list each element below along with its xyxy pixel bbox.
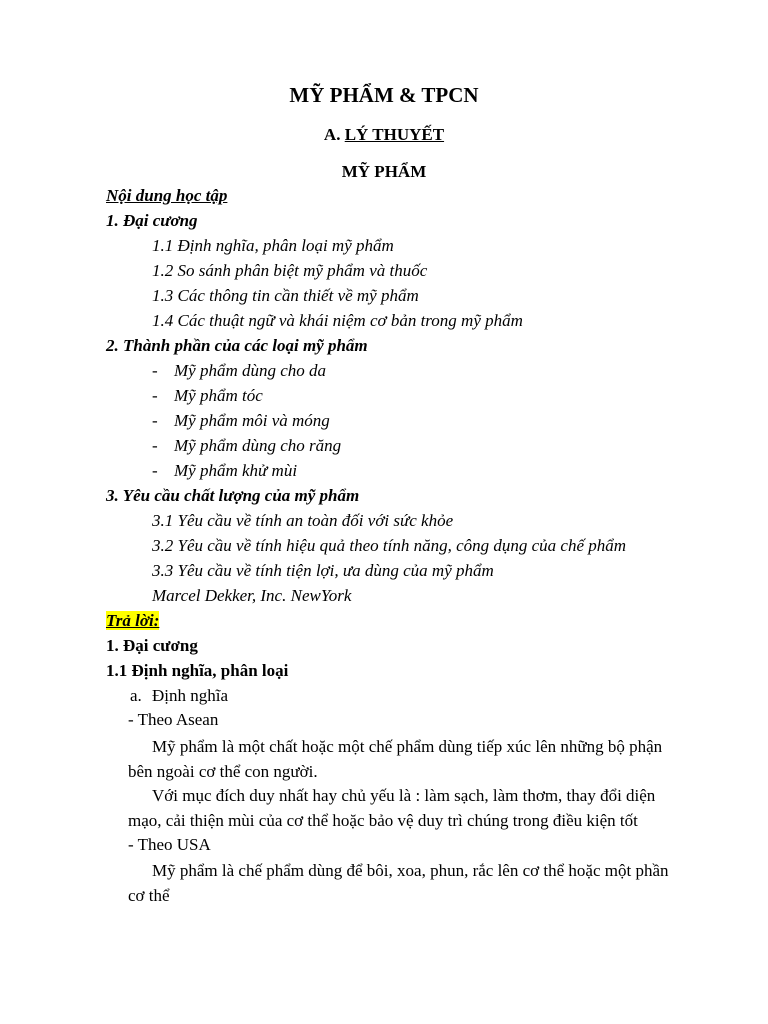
dash-bullet: - xyxy=(152,386,158,405)
item-text: Mỹ phẩm môi và móng xyxy=(174,411,330,430)
study-section-1-item: 1.1 Định nghĩa, phân loại mỹ phẩm xyxy=(152,236,394,255)
item-text: Mỹ phẩm dùng cho da xyxy=(174,361,327,380)
study-section-1-item: 1.4 Các thuật ngữ và khái niệm cơ bản trong mỹ phẩm xyxy=(152,311,523,330)
study-section-2-item xyxy=(152,411,330,431)
study-section-2-item xyxy=(152,361,326,381)
answer-label-text: Trả lời: xyxy=(106,611,160,630)
study-section-1-item: 1.3 Các thông tin cần thiết về mỹ phẩm xyxy=(152,286,419,305)
study-section-2-item xyxy=(152,436,341,456)
paragraph-line: Với mục đích duy nhất hay chủ yếu là : làm sạch, làm thơm, thay đổi diện xyxy=(152,786,656,805)
study-section-1-title: 1. Đại cương xyxy=(106,211,198,230)
usa-label: - Theo USA xyxy=(128,835,211,854)
study-section-3-item: 3.1 Yêu cầu về tính an toàn đối với sức khỏe xyxy=(152,511,454,530)
section-a-label: LÝ THUYẾT xyxy=(344,125,445,144)
answer-label xyxy=(106,611,159,631)
item-text: Mỹ phẩm tóc xyxy=(174,386,263,405)
study-heading: Nội dung học tập xyxy=(106,186,228,205)
answer-heading-1-1: 1.1 Định nghĩa, phân loại xyxy=(106,661,289,680)
study-section-3-item: 3.2 Yêu cầu về tính hiệu quả theo tính năng, công dụng của chế phẩm xyxy=(152,536,627,555)
study-section-1-item: 1.2 So sánh phân biệt mỹ phẩm và thuốc xyxy=(152,261,428,280)
definition-item xyxy=(130,686,228,706)
answer-heading-1: 1. Đại cương xyxy=(106,636,198,655)
list-marker: a. xyxy=(130,686,142,705)
paragraph-line: Mỹ phẩm là chế phẩm dùng để bôi, xoa, phun, rắc lên cơ thể hoặc một phần xyxy=(152,861,669,880)
asean-label: - Theo Asean xyxy=(128,710,219,729)
paragraph-line: bên ngoài cơ thể con người. xyxy=(128,762,318,781)
study-section-3-item: 3.3 Yêu cầu về tính tiện lợi, ưa dùng của mỹ phẩm xyxy=(152,561,494,580)
subheading: MỸ PHẨM xyxy=(341,162,427,181)
paragraph-line: Mỹ phẩm là một chất hoặc một chế phẩm dùng tiếp xúc lên những bộ phận xyxy=(152,737,663,756)
paragraph-line: cơ thể xyxy=(128,886,170,905)
dash-bullet: - xyxy=(152,361,158,380)
section-a-prefix: A. xyxy=(323,125,345,144)
item-text: Mỹ phẩm dùng cho răng xyxy=(174,436,342,455)
study-section-2-title: 2. Thành phần của các loại mỹ phẩm xyxy=(106,336,368,355)
study-section-3-reference: Marcel Dekker, Inc. NewYork xyxy=(152,586,352,605)
item-text: Mỹ phẩm khử mùi xyxy=(174,461,298,480)
dash-bullet: - xyxy=(152,461,158,480)
study-section-2-item xyxy=(152,386,263,406)
dash-bullet: - xyxy=(152,411,158,430)
study-section-2-item xyxy=(152,461,297,481)
study-section-3-title: 3. Yêu cầu chất lượng của mỹ phẩm xyxy=(106,486,360,505)
paragraph-line: mạo, cải thiện mùi của cơ thể hoặc bảo vệ duy trì chúng trong điều kiện tốt xyxy=(128,811,638,830)
document-title: MỸ PHẨM & TPCN xyxy=(289,83,479,107)
dash-bullet: - xyxy=(152,436,158,455)
definition-label: Định nghĩa xyxy=(152,686,229,705)
section-a-heading xyxy=(0,125,768,145)
